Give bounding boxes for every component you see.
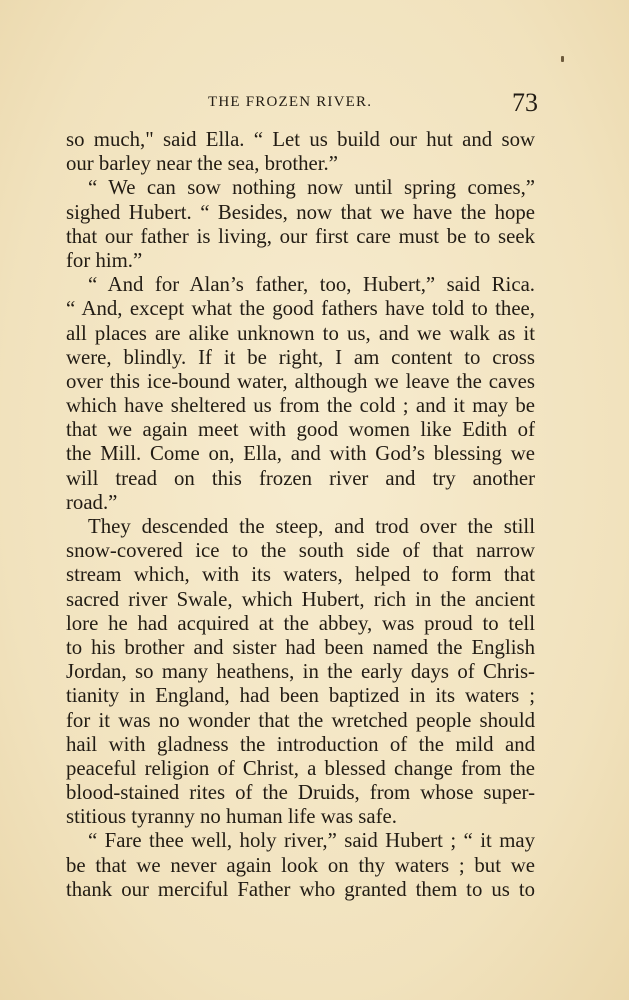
text-line: all places are alike unknown to us, and we walk as it bbox=[66, 321, 535, 345]
text-line: snow-covered ice to the south side of that narrow bbox=[66, 539, 535, 563]
text-line: lore he had acquired at the abbey, was proud to tell bbox=[66, 611, 535, 635]
text-line: will tread on this frozen river and try another bbox=[66, 466, 535, 490]
text-line: were, blindly. If it be right, I am content to cross bbox=[66, 345, 535, 369]
body-text bbox=[66, 128, 535, 902]
text-line: our barley near the sea, brother.” bbox=[66, 152, 338, 176]
text-line: They descended the steep, and trod over the still bbox=[88, 515, 535, 538]
running-head: THE FROZEN RIVER. bbox=[208, 94, 373, 110]
text-line: which have sheltered us from the cold ; and it may be bbox=[66, 394, 535, 418]
text-line: hail with gladness the introduction of the mild and bbox=[66, 732, 535, 756]
text-line: peaceful religion of Christ, a blessed change from the bbox=[66, 756, 535, 780]
ink-speck bbox=[561, 56, 564, 62]
text-line: stream which, with its waters, helped to form that bbox=[66, 563, 535, 587]
text-line: for it was no wonder that the wretched people should bbox=[66, 708, 535, 732]
text-line: over this ice-bound water, although we leave the caves bbox=[66, 369, 535, 393]
text-line: so much," said Ella. “ Let us build our hut and sow bbox=[66, 128, 535, 151]
page-number: 73 bbox=[512, 88, 538, 117]
text-line: the Mill. Come on, Ella, and with God’s blessing we bbox=[66, 442, 535, 466]
text-line: that we again meet with good women like Edith of bbox=[66, 418, 535, 442]
text-line: Jordan, so many heathens, in the early days of Chris- bbox=[66, 660, 535, 684]
text-line: to his brother and sister had been named the English bbox=[66, 635, 535, 659]
text-line: stitious tyranny no human life was safe. bbox=[66, 805, 397, 829]
text-line: blood-stained rites of the Druids, from whose super- bbox=[66, 781, 535, 805]
text-line: tianity in England, had been baptized in its waters ; bbox=[66, 684, 535, 708]
text-line: “ And for Alan’s father, too, Hubert,” said Rica. bbox=[88, 273, 535, 297]
text-line: sacred river Swale, which Hubert, rich in the ancient bbox=[66, 587, 535, 611]
text-line: for him.” bbox=[66, 248, 143, 272]
text-line: “ We can sow nothing now until spring comes,” bbox=[88, 176, 535, 200]
text-line: thank our merciful Father who granted them to us to bbox=[66, 877, 535, 901]
text-line: be that we never again look on thy waters ; but we bbox=[66, 853, 535, 877]
text-line: road.” bbox=[66, 490, 118, 514]
text-line: “ And, except what the good fathers have told to thee, bbox=[66, 297, 535, 321]
text-line: sighed Hubert. “ Besides, now that we have the hope bbox=[66, 200, 535, 224]
text-line: that our father is living, our first care must be to seek bbox=[66, 224, 535, 248]
page-header bbox=[66, 88, 538, 122]
text-line: “ Fare thee well, holy river,” said Hubert ; “ it may bbox=[88, 829, 535, 853]
